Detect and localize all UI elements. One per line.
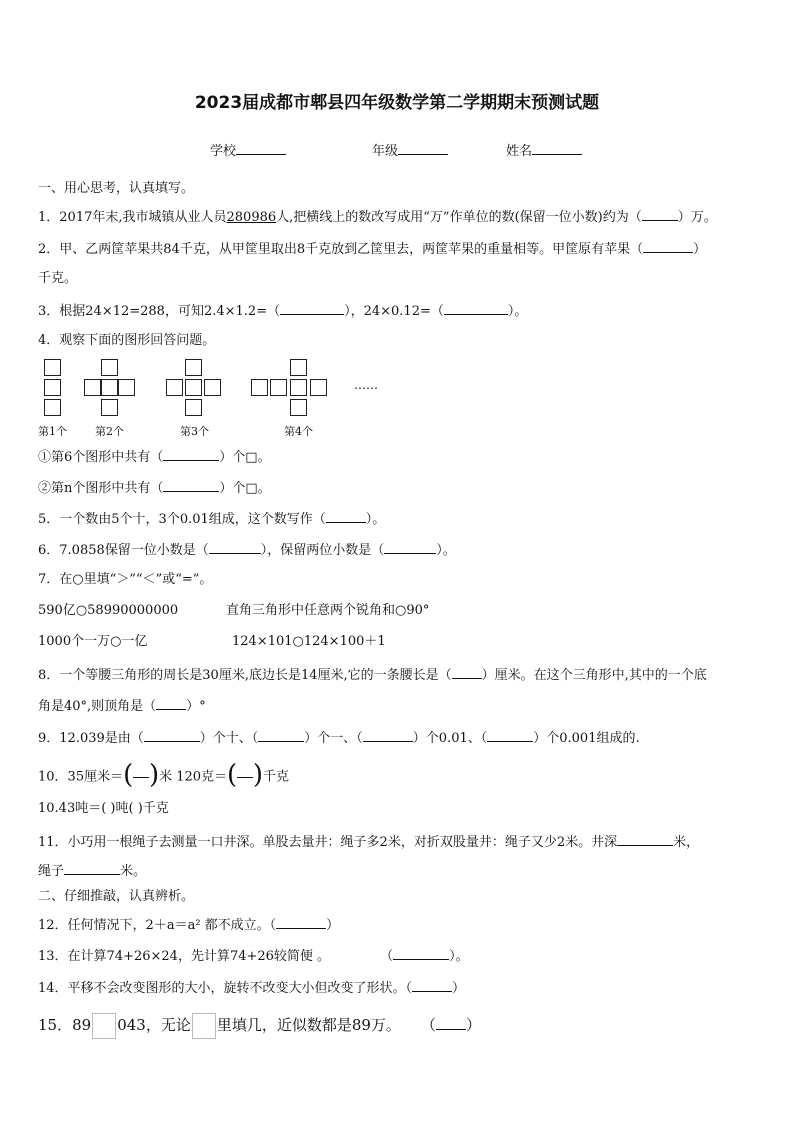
answer-blank[interactable] xyxy=(642,208,678,221)
answer-blank[interactable] xyxy=(487,729,533,742)
answer-blank[interactable] xyxy=(258,729,304,742)
answer-blank[interactable] xyxy=(276,916,326,929)
question-4-sub-2: ②第n个图形中共有（ ）个□。 xyxy=(38,481,271,496)
ellipsis: …… xyxy=(354,378,378,392)
answer-blank[interactable] xyxy=(144,729,200,742)
answer-blank[interactable] xyxy=(163,448,219,461)
question-14: 14．平移不会改变图形的大小，旋转不改变大小但改变了形状。（ ） xyxy=(38,981,466,996)
question-10: 10．35厘米＝ ( ) 米 120克＝ ( ) 千克 xyxy=(38,760,290,790)
question-10-cont: 10.43吨＝( )吨( )千克 xyxy=(38,801,169,816)
grade-field[interactable] xyxy=(372,140,448,159)
answer-blank[interactable] xyxy=(412,979,452,992)
answer-blank[interactable] xyxy=(280,302,344,315)
answer-blank[interactable] xyxy=(393,947,449,960)
question-6: 6．7.0858保留一位小数是（ ），保留两位小数是（ ）。 xyxy=(38,543,456,558)
answer-blank[interactable] xyxy=(384,541,436,554)
question-15: 15．89 043，无论 里填几，近似数都是89万。 （ ） xyxy=(38,1012,481,1039)
fraction-blank[interactable]: ( ) xyxy=(123,760,160,790)
fraction-blank[interactable]: ( ) xyxy=(227,760,264,790)
figure-2-label: 第2个 xyxy=(95,425,124,438)
question-11: 11．小巧用一根绳子去测量一口井深。单股去量井：绳子多2米，对折双股量井：绳子又少2米。井深 米， xyxy=(38,835,700,850)
question-7-item-3: 1000个一万○一亿 xyxy=(38,634,148,649)
question-2: 2．甲、乙两筐苹果共84千克，从甲筐里取出8千克放到乙筐里去，两筐苹果的重量相等。甲筐原有苹果（ ） xyxy=(38,242,707,257)
question-4-sub-1: ①第6个图形中共有（ ）个□。 xyxy=(38,450,271,465)
grade-label: 年级 xyxy=(372,144,399,159)
answer-blank[interactable] xyxy=(436,1017,466,1030)
school-label: 学校 xyxy=(210,144,237,159)
figure-4-label: 第4个 xyxy=(284,425,313,438)
question-7-item-4: 124×101○124×100＋1 xyxy=(232,634,386,649)
question-5: 5．一个数由5个十，3个0.01组成，这个数写作（ ）。 xyxy=(38,512,386,527)
section-2-heading: 二、仔细推敲，认真辨析。 xyxy=(38,889,195,904)
answer-blank[interactable] xyxy=(643,240,693,253)
question-7-item-2: 直角三角形中任意两个锐角和○90° xyxy=(226,603,430,618)
question-4: 4．观察下面的图形回答问题。 xyxy=(38,333,216,348)
answer-blank[interactable] xyxy=(326,510,366,523)
answer-blank[interactable] xyxy=(163,479,219,492)
question-8-cont: 角是40°,则顶角是（ ）° xyxy=(38,699,206,714)
name-label: 姓名 xyxy=(506,144,533,159)
name-field[interactable] xyxy=(506,140,582,159)
digit-box[interactable] xyxy=(192,1013,216,1039)
question-7-item-1: 590亿○58990000000 xyxy=(38,603,179,618)
question-11-cont: 绳子 米。 xyxy=(38,864,147,879)
answer-blank[interactable] xyxy=(156,697,186,710)
digit-box[interactable] xyxy=(92,1013,116,1039)
figure-3-label: 第3个 xyxy=(180,425,209,438)
answer-blank[interactable] xyxy=(209,541,261,554)
answer-blank[interactable] xyxy=(452,666,482,679)
school-field[interactable] xyxy=(210,140,286,159)
section-1-heading: 一、用心思考，认真填写。 xyxy=(38,181,195,196)
question-7: 7．在○里填“＞”“＜”或“=”。 xyxy=(38,572,213,587)
figure-1-label: 第1个 xyxy=(38,425,67,438)
question-1: 1．2017年末,我市城镇从业人员280986人,把横线上的数改写成用“万”作单位的数(保留一位小数)约为（ ）万。 xyxy=(38,210,717,225)
page-title: 2023届成都市郫县四年级数学第二学期期末预测试题 xyxy=(194,93,600,113)
question-12: 12．任何情况下，2＋a＝a² 都不成立。（ ） xyxy=(38,918,340,933)
answer-blank[interactable] xyxy=(444,302,508,315)
question-9: 9．12.039是由（ ）个十、（ ）个一、（ ）个0.01、（ ）个0.001组成的. xyxy=(38,731,640,746)
underlined-number: 280986 xyxy=(226,210,277,225)
answer-blank[interactable] xyxy=(64,862,120,875)
question-2-cont: 千克。 xyxy=(38,271,78,286)
answer-blank[interactable] xyxy=(363,729,413,742)
question-13: 13．在计算74+26×24，先计算74+26较简便 。 （ ）。 xyxy=(38,949,469,964)
answer-blank[interactable] xyxy=(617,833,673,846)
question-3: 3．根据24×12=288，可知2.4×1.2=（ ），24×0.12=（ ）。 xyxy=(38,304,528,319)
question-8: 8．一个等腰三角形的周长是30厘米,底边长是14厘米,它的一条腰长是（ ）厘米。在这个三角形中,其中的一个底 xyxy=(38,668,707,683)
